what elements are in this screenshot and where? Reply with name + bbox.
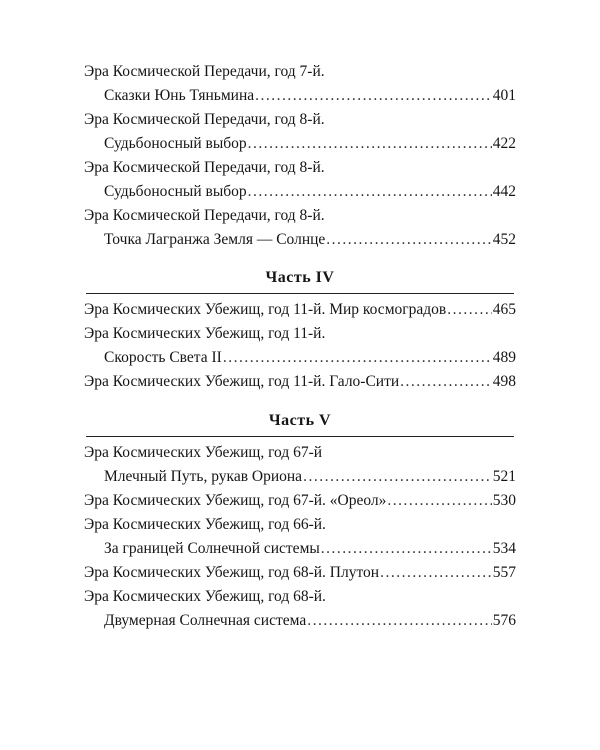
toc-entry (104, 132, 516, 156)
toc-entry-heading (84, 585, 516, 609)
toc-entry (104, 346, 516, 370)
leader-dots (380, 561, 492, 585)
toc-entry-text: Сказки Юнь Тяньмина (104, 87, 255, 104)
toc-entry-text: Точка Лагранжа Земля — Солнце (104, 231, 326, 248)
toc-page-number: 530 (492, 492, 516, 509)
toc-entry-text: Эра Космической Передачи, год 8-й. (84, 159, 325, 176)
toc-entry-heading (84, 441, 516, 465)
toc-page-number: 442 (492, 183, 516, 200)
toc-entry-text: Эра Космических Убежищ, год 66-й. (84, 516, 326, 533)
toc-entry-heading (84, 513, 516, 537)
toc-page-number: 422 (492, 135, 516, 152)
leader-dots (307, 609, 492, 633)
toc-entry (84, 298, 516, 322)
divider (86, 436, 514, 437)
toc-entry-text: Судьбоносный выбор (104, 183, 247, 200)
divider (86, 293, 514, 294)
toc-entry (104, 465, 516, 489)
leader-dots (248, 180, 492, 204)
leader-dots (400, 370, 492, 394)
toc-page-number: 401 (492, 87, 516, 104)
toc-entry-text: Двумерная Солнечная система (104, 612, 307, 629)
toc-entry-text: Эра Космических Убежищ, год 68-й. Плутон (84, 564, 380, 581)
toc-entry (104, 537, 516, 561)
leader-dots (326, 228, 491, 252)
toc-page-number: 489 (492, 349, 516, 366)
leader-dots (255, 84, 492, 108)
toc-entry-heading (84, 204, 516, 228)
leader-dots (248, 132, 492, 156)
toc-entry-text: Эра Космических Убежищ, год 11-й. Гало-Сити (84, 373, 400, 390)
toc-entry-text: Эра Космических Убежищ, год 11-й. (84, 325, 326, 342)
toc-entry-text: Эра Космических Убежищ, год 11-й. Мир космоградов (84, 301, 447, 318)
toc-entry (104, 84, 516, 108)
toc-entry-heading (84, 156, 516, 180)
toc-page-number: 521 (492, 468, 516, 485)
toc-entry-text: Эра Космической Передачи, год 8-й. (84, 111, 325, 128)
toc-entry-text: Эра Космических Убежищ, год 67-й. «Ореол» (84, 492, 387, 509)
toc-entry (104, 228, 516, 252)
toc-entry (84, 561, 516, 585)
toc-entry-heading (84, 108, 516, 132)
toc-entry-text: Скорость Света II (104, 349, 222, 366)
toc-entry-text: Эра Космических Убежищ, год 68-й. (84, 588, 326, 605)
toc-page-number: 557 (492, 564, 516, 581)
part-heading: Часть IV (265, 269, 335, 286)
toc-entry-text: Эра Космической Передачи, год 7-й. (84, 63, 325, 80)
leader-dots (321, 537, 492, 561)
toc-entry (104, 609, 516, 633)
leader-dots (223, 346, 492, 370)
toc-entry-text: Эра Космической Передачи, год 8-й. (84, 207, 325, 224)
part-heading: Часть V (268, 412, 332, 429)
toc-entry (84, 489, 516, 513)
toc-page-number: 576 (492, 612, 516, 629)
toc-page-number: 465 (492, 301, 516, 318)
leader-dots (447, 298, 492, 322)
leader-dots (387, 489, 491, 513)
toc-entry (104, 180, 516, 204)
toc-entry-text: Млечный Путь, рукав Ориона (104, 468, 303, 485)
leader-dots (303, 465, 492, 489)
toc-page-number: 534 (492, 540, 516, 557)
toc-entry-heading (84, 322, 516, 346)
toc-entry-text: Эра Космических Убежищ, год 67-й (84, 444, 323, 461)
toc-entry-text: За границей Солнечной системы (104, 540, 320, 557)
toc-entry-text: Судьбоносный выбор (104, 135, 247, 152)
toc-entry-heading (84, 60, 516, 84)
toc-page-number: 452 (492, 231, 516, 248)
toc-entry (84, 370, 516, 394)
toc-page-number: 498 (492, 373, 516, 390)
